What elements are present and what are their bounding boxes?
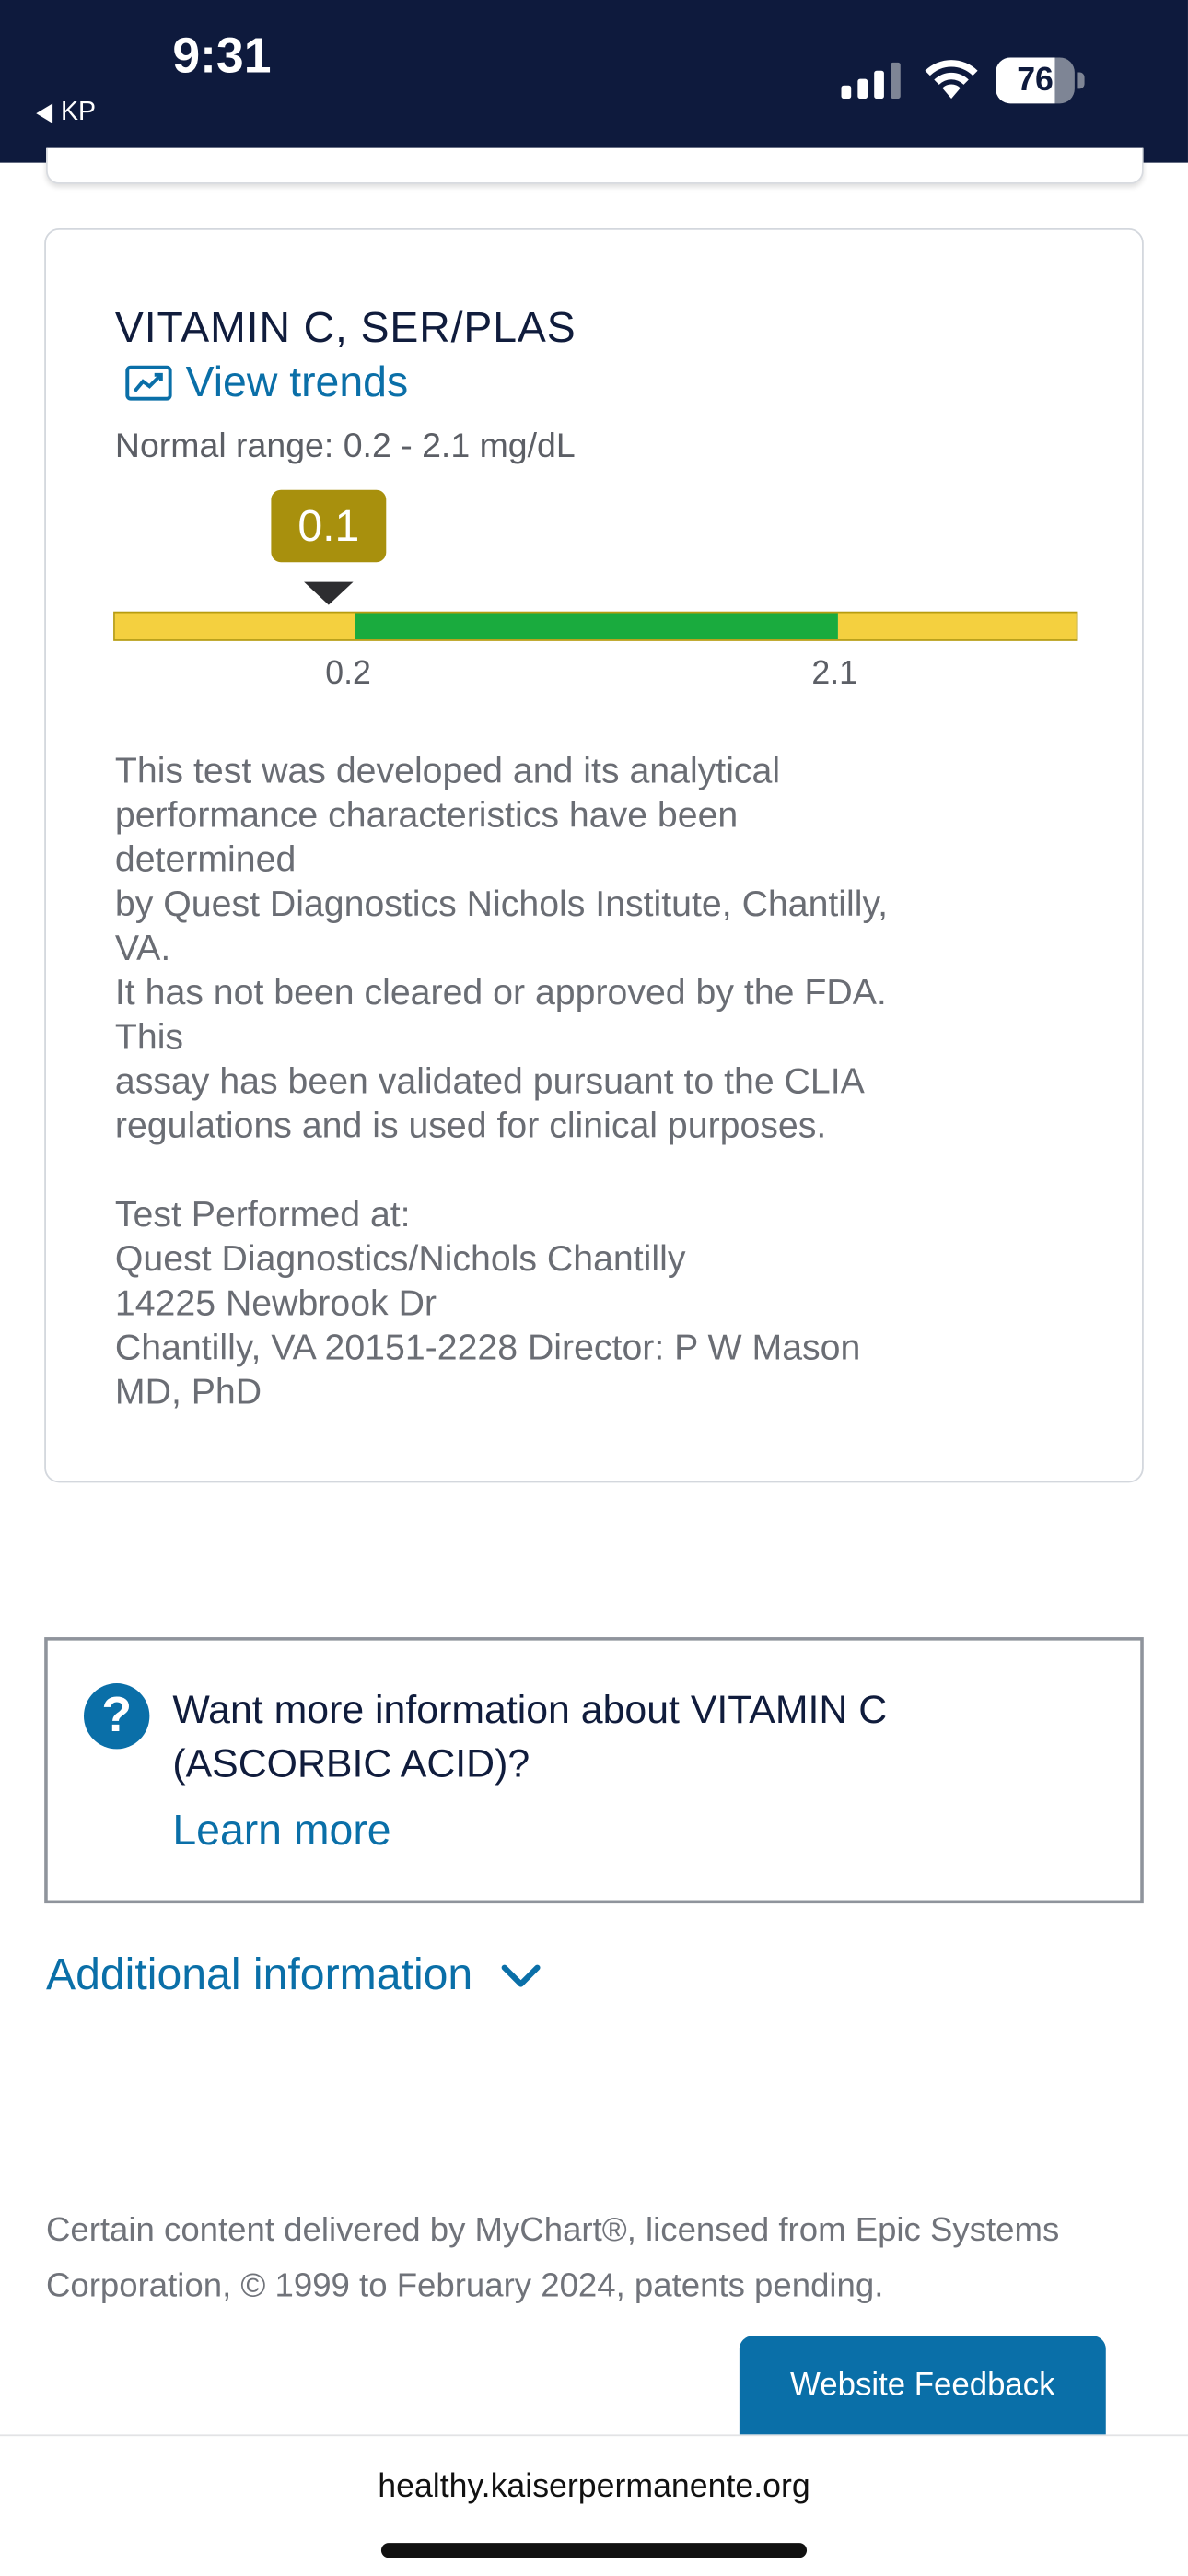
url-text: healthy.kaiserpermanente.org <box>378 2468 810 2506</box>
more-info-box <box>44 1637 1144 1903</box>
clock: 9:31 <box>172 29 272 84</box>
previous-card-bottom <box>46 148 1144 184</box>
browser-address-bar[interactable] <box>0 2434 1188 2576</box>
home-indicator[interactable] <box>381 2543 807 2558</box>
range-normal <box>355 614 838 640</box>
reference-range-bar <box>113 612 1077 641</box>
result-comment: This test was developed and its analytical performance characteristics have been determined by Quest Diagnostics Nichols Institute, Chantilly, VA. It has not been cleared or approved by the FDA. This assay has been validated pursuant to the CLIA regulations and is used for clinical purposes. Test Performed at: Quest Diagnostics/Nichols Chantilly 14225 Newbrook Dr Chantilly, VA 20151-2228 Director: P W Mason MD, PhD <box>114 749 889 1412</box>
additional-information-label: Additional information <box>45 1950 473 1999</box>
status-bar <box>0 0 1188 163</box>
battery-icon <box>996 57 1084 103</box>
chevron-down-icon <box>499 1961 542 1990</box>
wifi-icon <box>924 56 980 99</box>
view-trends-link[interactable] <box>125 357 409 407</box>
learn-more-link[interactable]: Learn more <box>172 1805 391 1855</box>
back-triangle-icon <box>36 103 52 123</box>
value-pointer-icon <box>304 582 354 605</box>
range-above-normal <box>838 614 1077 640</box>
cellular-signal-icon <box>842 63 904 99</box>
back-to-app-button[interactable] <box>36 99 96 128</box>
website-feedback-button[interactable]: Website Feedback <box>740 2336 1106 2438</box>
range-below-normal <box>115 614 355 640</box>
test-result-card <box>44 228 1144 1482</box>
view-trends-label: View trends <box>185 357 409 406</box>
range-high-label: 2.1 <box>811 655 858 693</box>
question-circle-icon: ? <box>84 1683 149 1749</box>
result-value-badge: 0.1 <box>271 490 386 563</box>
trend-chart-icon <box>125 362 173 402</box>
back-app-label: KP <box>61 99 97 127</box>
copyright-notice: Certain content delivered by MyChart®, licensed from Epic Systems Corporation, © 1999 to February 2024, patents pending. <box>45 2210 1060 2304</box>
more-info-text: Want more information about VITAMIN C (ASCORBIC ACID)? <box>172 1688 888 1787</box>
range-low-label: 0.2 <box>325 655 371 693</box>
test-name: VITAMIN C, SER/PLAS <box>114 302 577 352</box>
additional-information-toggle[interactable] <box>46 1950 542 2000</box>
normal-range: Normal range: 0.2 - 2.1 mg/dL <box>114 427 576 465</box>
battery-percent: 76 <box>1017 62 1054 100</box>
